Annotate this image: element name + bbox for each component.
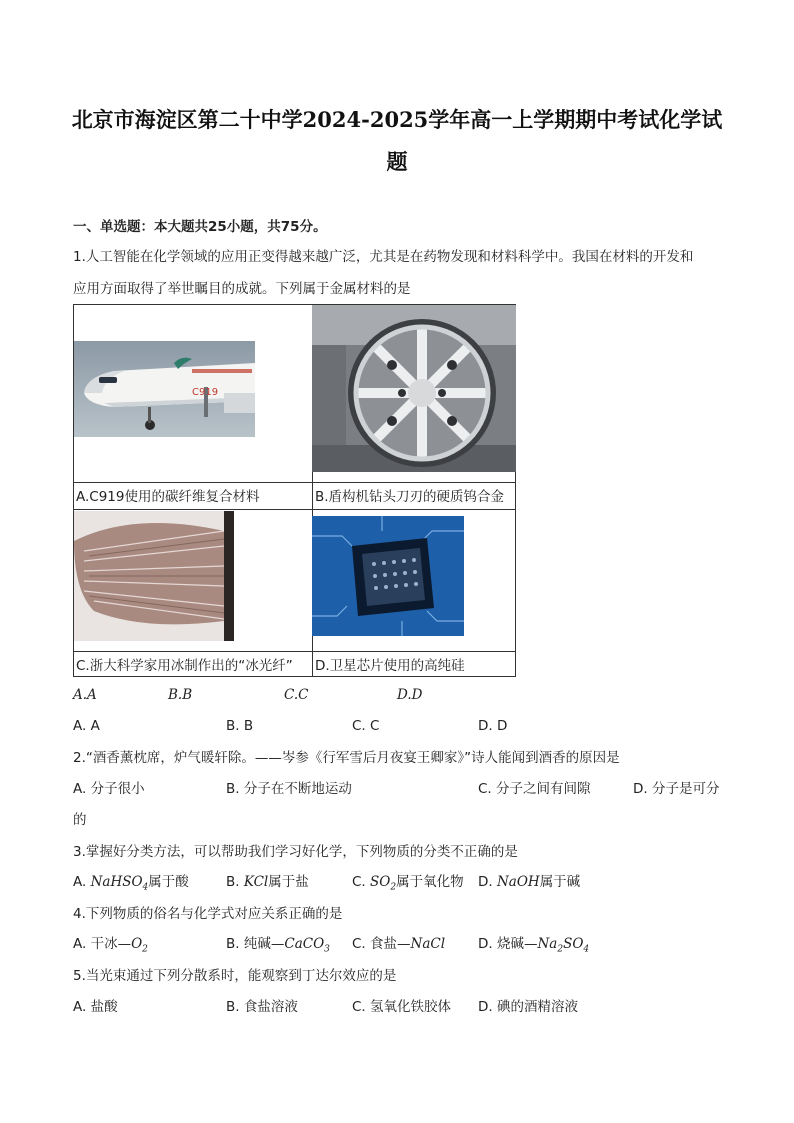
q1-caption-b: B.盾构机钻头刀刃的硬质钨合金 [315, 489, 505, 505]
q4-option-b: B. 纯碱—CaCO$_3$ [226, 936, 330, 955]
q2-option-b: B. 分子在不断地运动 [226, 781, 352, 797]
q1-row1-option-a: A.A [73, 687, 97, 703]
q1-stem-line2: 应用方面取得了举世瞩目的成就。下列属于金属材料的是 [73, 281, 411, 297]
q3-option-b: B. KCl属于盐 [226, 874, 309, 890]
q3-option-a: A. NaHSO$_4$属于酸 [73, 874, 189, 893]
q5-option-c: C. 氢氧化铁胶体 [352, 999, 452, 1015]
tunnel-boring-machine-image [312, 305, 516, 472]
q3-option-d: D. NaOH属于碱 [478, 874, 581, 890]
section-heading: 一、单选题：本大题共25小题，共75分。 [73, 219, 327, 235]
q1-option-c: C. C [352, 718, 380, 734]
q1-option-d: D. D [478, 718, 508, 734]
q5-option-a: A. 盐酸 [73, 999, 118, 1015]
q3-option-c: C. $SO_2$属于氧化物 [352, 874, 464, 893]
q4-option-c: C. 食盐—NaCl [352, 936, 446, 952]
q1-row1-option-c: C.C [284, 687, 309, 703]
q1-row1-option-d: D.D [397, 687, 423, 703]
q1-caption-c: C.浙大科学家用冰制作出的“冰光纤” [76, 658, 293, 674]
q5-option-b: B. 食盐溶液 [226, 999, 298, 1015]
q2-stem: 2.“酒香薰枕席，炉气暖轩除。——岑参《行军雪后月夜宴王卿家》”诗人能闻到酒香的原因是 [73, 750, 620, 766]
q1-caption-d: D.卫星芯片使用的高纯硅 [315, 658, 465, 674]
q1-stem-line1: 1.人工智能在化学领域的应用正变得越来越广泛，尤其是在药物发现和材料科学中。我国在材料的开发和 [73, 249, 694, 265]
q1-option-a: A. A [73, 718, 100, 734]
q5-option-d: D. 碘的酒精溶液 [478, 999, 578, 1015]
plane-logo-text: C919 [192, 387, 219, 398]
q1-option-b: B. B [226, 718, 254, 734]
q4-stem: 4.下列物质的俗名与化学式对应关系正确的是 [73, 906, 343, 922]
q2-option-c: C. 分子之间有间隙 [478, 781, 591, 797]
page-title: 北京市海淀区第二十中学2024-2025学年高一上学期期中考试化学试 [71, 107, 723, 132]
q2-option-a: A. 分子很小 [73, 781, 145, 797]
ice-fiber-image [74, 511, 234, 641]
q1-caption-a: A.C919使用的碳纤维复合材料 [76, 489, 260, 505]
q3-stem: 3.掌握好分类方法，可以帮助我们学习好化学，下列物质的分类不正确的是 [73, 844, 518, 860]
q1-row1-option-b: B.B [168, 687, 193, 703]
satellite-chip-image [312, 516, 464, 636]
c919-airplane-image [74, 341, 255, 437]
q2-option-d: D. 分子是可分 [633, 781, 720, 797]
page-title-continued: 题 [386, 149, 408, 174]
q1-image-table [73, 304, 516, 677]
q2-option-d-wrap: 的 [73, 812, 87, 828]
q4-option-a: A. 干冰$—O_2$ [73, 936, 148, 955]
q4-option-d: D. 烧碱$—Na_2SO_4$ [478, 936, 590, 955]
q5-stem: 5.当光束通过下列分散系时，能观察到丁达尔效应的是 [73, 968, 397, 984]
